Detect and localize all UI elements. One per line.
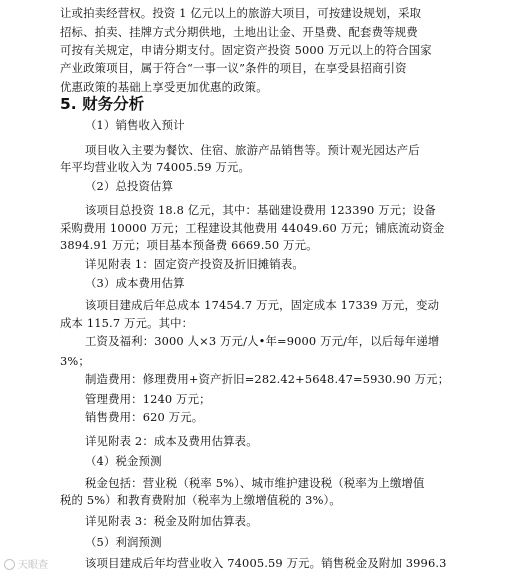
body-text-line: 采购费用 10000 万元；工程建设其他费用 44049.60 万元；铺底流动资金 [60, 221, 445, 235]
watermark-text: 天眼查 [18, 560, 48, 571]
body-text-line: 年平均营业收入为 74005.59 万元。 [60, 160, 251, 174]
body-text-line: 3%； [60, 354, 90, 368]
body-text-line: 该项目总投资 18.8 亿元，其中：基础建设费用 123390 万元；设备 [85, 203, 436, 217]
subsection-heading: （1）销售收入预计 [85, 118, 185, 132]
body-text-line: 管理费用：1240 万元； [85, 392, 211, 406]
body-text-line: 制造费用：修理费用+资产折旧=282.42+5648.47=5930.90 万元； [85, 372, 450, 386]
body-text-line: 详见附表 2：成本及费用估算表。 [85, 434, 258, 448]
body-text-line: 优惠政策的基础上享受更加优惠的政策。 [60, 80, 268, 94]
watermark-logo-icon [4, 559, 15, 570]
body-text-line: 3894.91 万元；项目基本预备费 6669.50 万元。 [60, 238, 318, 252]
body-text-line: 工资及福利：3000 人×3 万元/人•年=9000 万元/年，以后每年递增 [85, 334, 440, 348]
subsection-heading: （3）成本费用估算 [85, 276, 185, 290]
section-heading: 5. 财务分析 [60, 95, 145, 113]
body-text-line: 税的 5%）和教育费附加（税率为上缴增值税的 3%）。 [60, 493, 341, 507]
body-text-line: 详见附表 1：固定资产投资及折旧摊销表。 [85, 257, 304, 271]
body-text-line: 该项目建成后年均营业收入 74005.59 万元。销售税金及附加 3996.3 [85, 556, 447, 570]
body-text-line: 让或拍卖经营权。投资 1 亿元以上的旅游大项目，可按建设规划，采取 [60, 6, 422, 20]
subsection-heading: （5）利润预测 [85, 535, 162, 549]
watermark [4, 556, 48, 571]
body-text-line: 产业政策项目，属于符合“一事一议”条件的项目，在享受县招商引资 [60, 61, 407, 75]
body-text-line: 项目收入主要为餐饮、住宿、旅游产品销售等。预计观光园达产后 [85, 143, 420, 157]
body-text-line: 招标、拍卖、挂牌方式分期供地，土地出让金、开垦费、配套费等规费 [60, 25, 418, 39]
body-text-line: 销售费用：620 万元。 [85, 410, 204, 424]
subsection-heading: （2）总投资估算 [85, 179, 174, 193]
body-text-line: 可按有关规定，申请分期支付。固定资产投资 5000 万元以上的符合国家 [60, 43, 432, 57]
body-text-line: 税金包括：营业税（税率 5%）、城市维护建设税（税率为上缴增值 [85, 476, 425, 490]
body-text-line: 详见附表 3：税金及附加估算表。 [85, 514, 258, 528]
body-text-line: 该项目建成后年总成本 17454.7 万元，固定成本 17339 万元，变动 [85, 298, 440, 312]
body-text-line: 成本 115.7 万元。其中： [60, 316, 194, 330]
subsection-heading: （4）税金预测 [85, 454, 162, 468]
